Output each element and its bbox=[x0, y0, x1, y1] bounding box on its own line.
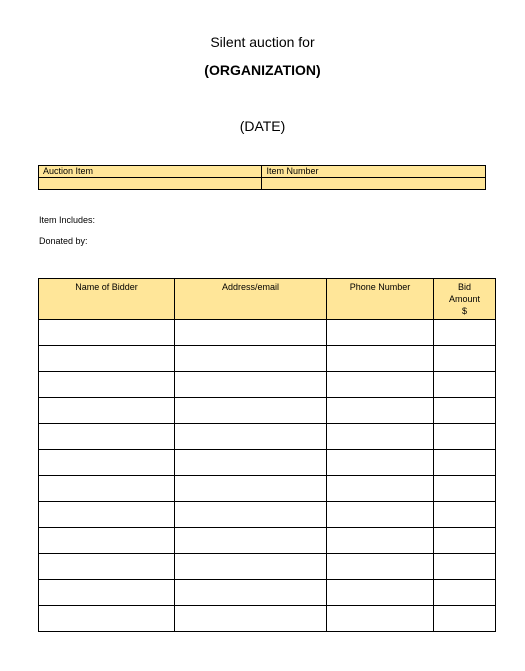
table-row bbox=[39, 606, 496, 632]
bidder-name-cell[interactable] bbox=[39, 554, 175, 580]
bid-amount-line-3: $ bbox=[461, 306, 467, 316]
text-cursor bbox=[495, 448, 496, 462]
auction-item-value-cell[interactable] bbox=[39, 178, 262, 190]
phone-number-cell[interactable] bbox=[327, 398, 434, 424]
bid-amount-cell[interactable] bbox=[434, 398, 496, 424]
table-row bbox=[39, 372, 496, 398]
address-email-cell[interactable] bbox=[175, 476, 327, 502]
table-row bbox=[39, 502, 496, 528]
bid-amount-cell[interactable] bbox=[434, 502, 496, 528]
item-number-label: Item Number bbox=[262, 166, 486, 178]
phone-number-cell[interactable] bbox=[327, 346, 434, 372]
bidder-name-cell[interactable] bbox=[39, 398, 175, 424]
bidder-name-cell[interactable] bbox=[39, 580, 175, 606]
phone-number-header: Phone Number bbox=[327, 279, 434, 320]
bid-amount-cell[interactable] bbox=[434, 320, 496, 346]
table-row bbox=[39, 450, 496, 476]
table-row bbox=[39, 528, 496, 554]
bid-amount-header bbox=[434, 279, 496, 320]
organization-placeholder: (ORGANIZATION) bbox=[204, 62, 321, 78]
address-email-cell[interactable] bbox=[175, 346, 327, 372]
bidder-name-cell[interactable] bbox=[39, 476, 175, 502]
address-email-cell[interactable] bbox=[175, 554, 327, 580]
item-number-value-cell[interactable] bbox=[262, 178, 486, 190]
phone-number-cell[interactable] bbox=[327, 502, 434, 528]
bidder-name-cell[interactable] bbox=[39, 502, 175, 528]
address-email-header: Address/email bbox=[175, 279, 327, 320]
bidder-name-cell[interactable] bbox=[39, 320, 175, 346]
bidder-name-cell[interactable] bbox=[39, 372, 175, 398]
phone-number-cell[interactable] bbox=[327, 580, 434, 606]
bidder-name-cell[interactable] bbox=[39, 424, 175, 450]
bid-table-header-row bbox=[39, 279, 496, 320]
table-row bbox=[39, 580, 496, 606]
date-placeholder: (DATE) bbox=[239, 118, 286, 134]
phone-number-cell[interactable] bbox=[327, 424, 434, 450]
document-title: Silent auction for bbox=[210, 34, 315, 50]
bidder-name-cell[interactable] bbox=[39, 450, 175, 476]
address-email-cell[interactable] bbox=[175, 528, 327, 554]
bid-amount-line-1: Bid bbox=[457, 282, 471, 292]
address-email-cell[interactable] bbox=[175, 320, 327, 346]
bid-amount-cell[interactable] bbox=[434, 450, 496, 476]
phone-number-cell[interactable] bbox=[327, 554, 434, 580]
bid-rows bbox=[39, 320, 496, 632]
bidder-name-cell[interactable] bbox=[39, 606, 175, 632]
address-email-cell[interactable] bbox=[175, 372, 327, 398]
bid-amount-cell[interactable] bbox=[434, 346, 496, 372]
table-row bbox=[39, 346, 496, 372]
phone-number-cell[interactable] bbox=[327, 528, 434, 554]
address-email-cell[interactable] bbox=[175, 580, 327, 606]
address-email-cell[interactable] bbox=[175, 606, 327, 632]
bid-amount-cell[interactable] bbox=[434, 476, 496, 502]
phone-number-cell[interactable] bbox=[327, 476, 434, 502]
address-email-cell[interactable] bbox=[175, 450, 327, 476]
bid-amount-cell[interactable] bbox=[434, 580, 496, 606]
phone-number-cell[interactable] bbox=[327, 606, 434, 632]
address-email-cell[interactable] bbox=[175, 424, 327, 450]
table-row bbox=[39, 398, 496, 424]
auction-item-label: Auction Item bbox=[39, 166, 262, 178]
table-row bbox=[39, 476, 496, 502]
item-includes-label: Item Includes: bbox=[39, 215, 96, 225]
phone-number-cell[interactable] bbox=[327, 320, 434, 346]
bid-table bbox=[38, 278, 496, 632]
table-row bbox=[39, 424, 496, 450]
address-email-cell[interactable] bbox=[175, 398, 327, 424]
bidder-name-cell[interactable] bbox=[39, 346, 175, 372]
table-row bbox=[39, 554, 496, 580]
address-email-cell[interactable] bbox=[175, 502, 327, 528]
bid-amount-line-2: Amount bbox=[448, 294, 481, 304]
auction-item-table bbox=[38, 165, 486, 190]
bid-amount-cell[interactable] bbox=[434, 528, 496, 554]
phone-number-cell[interactable] bbox=[327, 450, 434, 476]
bid-amount-cell[interactable] bbox=[434, 606, 496, 632]
bid-amount-cell[interactable] bbox=[434, 372, 496, 398]
table-row bbox=[39, 320, 496, 346]
bid-amount-cell[interactable] bbox=[434, 554, 496, 580]
bid-amount-cell[interactable] bbox=[434, 424, 496, 450]
name-of-bidder-header: Name of Bidder bbox=[39, 279, 175, 320]
bidder-name-cell[interactable] bbox=[39, 528, 175, 554]
phone-number-cell[interactable] bbox=[327, 372, 434, 398]
donated-by-label: Donated by: bbox=[39, 236, 88, 246]
